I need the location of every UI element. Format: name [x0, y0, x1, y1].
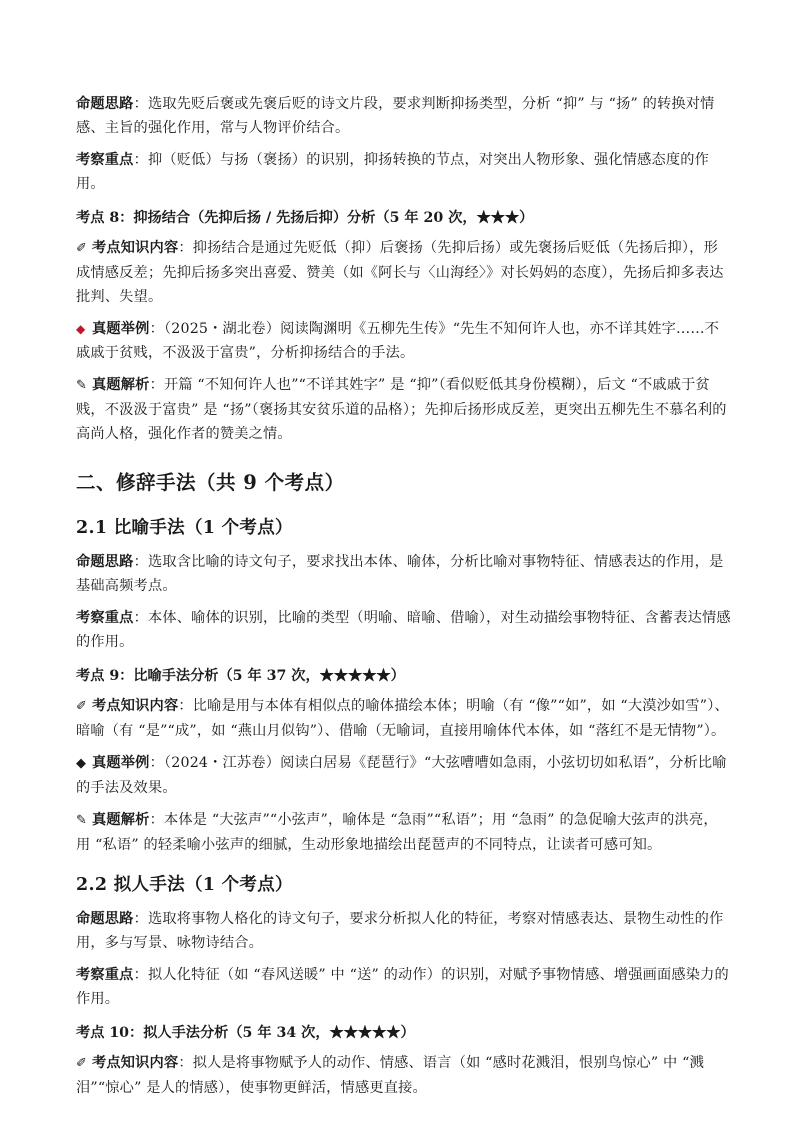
exam-focus-label: 考察重点: [76, 610, 134, 626]
analysis-label: 真题解析: [92, 377, 150, 393]
kp9-example: [76, 751, 732, 800]
kp8-example: [76, 317, 732, 365]
section-heading: 二、修辞手法（共 9 个考点）: [76, 471, 345, 494]
knowledge-label: 考点知识内容: [92, 240, 179, 256]
proposition-idea: [76, 907, 732, 955]
knowledge-text: ：比喻是用与本体有相似点的喻体描绘本体；明喻（有 “像”“如”，如 “大漠沙如雪”）、暗喻（有 “是”“成”，如 “燕山月似钩”）、借喻（无喻词，直接用喻体代本体，如 “落红不是无情物”）。: [76, 698, 729, 739]
pen-icon: ✐: [76, 241, 88, 256]
pen-icon: ✐: [76, 1056, 88, 1071]
proposition-idea: [76, 550, 732, 598]
kp8-heading: 考点 8：抑扬结合（先抑后扬 / 先扬后抑）分析（5 年 20 次，★★★）: [76, 210, 534, 226]
example-label: 真题举例: [92, 755, 150, 771]
exam-focus-text: ：拟人化特征（如 “春风送暖” 中 “送” 的动作）的识别，对赋予事物情感、增强画面感染力的作用。: [76, 967, 729, 1007]
kp9-analysis: [76, 808, 732, 857]
red-diamond-icon: ◆: [76, 322, 86, 336]
knowledge-text: ：抑扬结合是通过先贬低（抑）后褒扬（先抑后扬）或先褒扬后贬低（先扬后抑），形成情感反差；先抑后扬多突出喜爱、赞美（如《阿长与〈山海经〉》对长妈妈的态度），先扬后抑多表达批判、失望。: [76, 240, 724, 305]
proposition-idea-text: ：选取将事物人格化的诗文句子，要求分析拟人化的特征，考察对情感表达、景物生动性的作用，多与写景、咏物诗结合。: [76, 911, 724, 951]
exam-focus-text: ：抑（贬低）与扬（褒扬）的识别，抑扬转换的节点，对突出人物形象、强化情感态度的作用。: [76, 152, 710, 192]
exam-focus: [76, 963, 732, 1011]
exam-focus: [76, 606, 732, 654]
proposition-idea-text: ：选取含比喻的诗文句子，要求找出本体、喻体，分析比喻对事物特征、情感表达的作用，是基础高频考点。: [76, 554, 724, 594]
example-label: 真题举例: [92, 321, 150, 337]
exam-focus-text: ：本体、喻体的识别，比喻的类型（明喻、暗喻、借喻），对生动描绘事物特征、含蓄表达情感的作用。: [76, 610, 731, 650]
exam-focus: [76, 148, 732, 196]
proposition-idea-text: ：选取先贬后褒或先褒后贬的诗文片段，要求判断抑扬类型，分析 “抑” 与 “扬” 的转换对情感、主旨的强化作用，常与人物评价结合。: [76, 96, 715, 136]
knowledge-label: 考点知识内容: [92, 698, 179, 714]
analysis-text: ：开篇 “不知何许人也”“不详其姓字” 是 “抑”（看似贬低其身份模糊），后文 “不戚戚于贫贱，不汲汲于富贵” 是 “扬”（褒扬其安贫乐道的品格）；先抑后扬形成反差，更突出五柳先生不慕名利的高尚人格，强化作者的赞美之情。: [76, 377, 727, 442]
proposition-idea: [76, 92, 732, 140]
knowledge-text: ：拟人是将事物赋予人的动作、情感、语言（如 “感时花溅泪，恨别鸟惊心” 中 “溅泪”“惊心” 是人的情感），使事物更鲜活，情感更直接。: [76, 1055, 704, 1096]
kp8-analysis: [76, 373, 732, 446]
kp10-heading: 考点 10：拟人手法分析（5 年 34 次，★★★★★）: [76, 1025, 415, 1041]
proposition-idea-label: 命题思路: [76, 96, 134, 112]
example-text: ：（2025・湖北卷）阅读陶渊明《五柳先生传》“先生不知何许人也，亦不详其姓字……不戚戚于贫贱，不汲汲于富贵”，分析抑扬结合的手法。: [76, 321, 720, 361]
analysis-label: 真题解析: [92, 812, 150, 828]
diamond-icon: ◆: [76, 756, 87, 771]
pencil-icon: ✎: [76, 813, 88, 828]
kp10-knowledge: [76, 1051, 732, 1100]
exam-focus-label: 考察重点: [76, 967, 134, 983]
exam-focus-label: 考察重点: [76, 152, 134, 168]
knowledge-label: 考点知识内容: [92, 1055, 179, 1071]
proposition-idea-label: 命题思路: [76, 911, 134, 927]
analysis-text: ：本体是 “大弦声”“小弦声”，喻体是 “急雨”“私语”；用 “急雨” 的急促喻大弦声的洪亮，用 “私语” 的轻柔喻小弦声的细腻，生动形象地描绘出琵琶声的不同特点，让读者可感可知。: [76, 812, 718, 853]
document-page: [76, 92, 732, 1108]
kp9-heading: 考点 9：比喻手法分析（5 年 37 次，★★★★★）: [76, 668, 405, 684]
kp9-knowledge: [76, 694, 732, 743]
subsection-heading-2-1: 2.1 比喻手法（1 个考点）: [76, 518, 293, 538]
example-text: ：（2024・江苏卷）阅读白居易《琵琶行》“大弦嘈嘈如急雨，小弦切切如私语”，分析比喻的手法及效果。: [76, 755, 727, 796]
proposition-idea-label: 命题思路: [76, 554, 134, 570]
pen-icon: ✐: [76, 699, 88, 714]
pencil-icon: ✎: [76, 378, 88, 393]
subsection-heading-2-2: 2.2 拟人手法（1 个考点）: [76, 875, 293, 895]
kp8-knowledge: [76, 236, 732, 309]
